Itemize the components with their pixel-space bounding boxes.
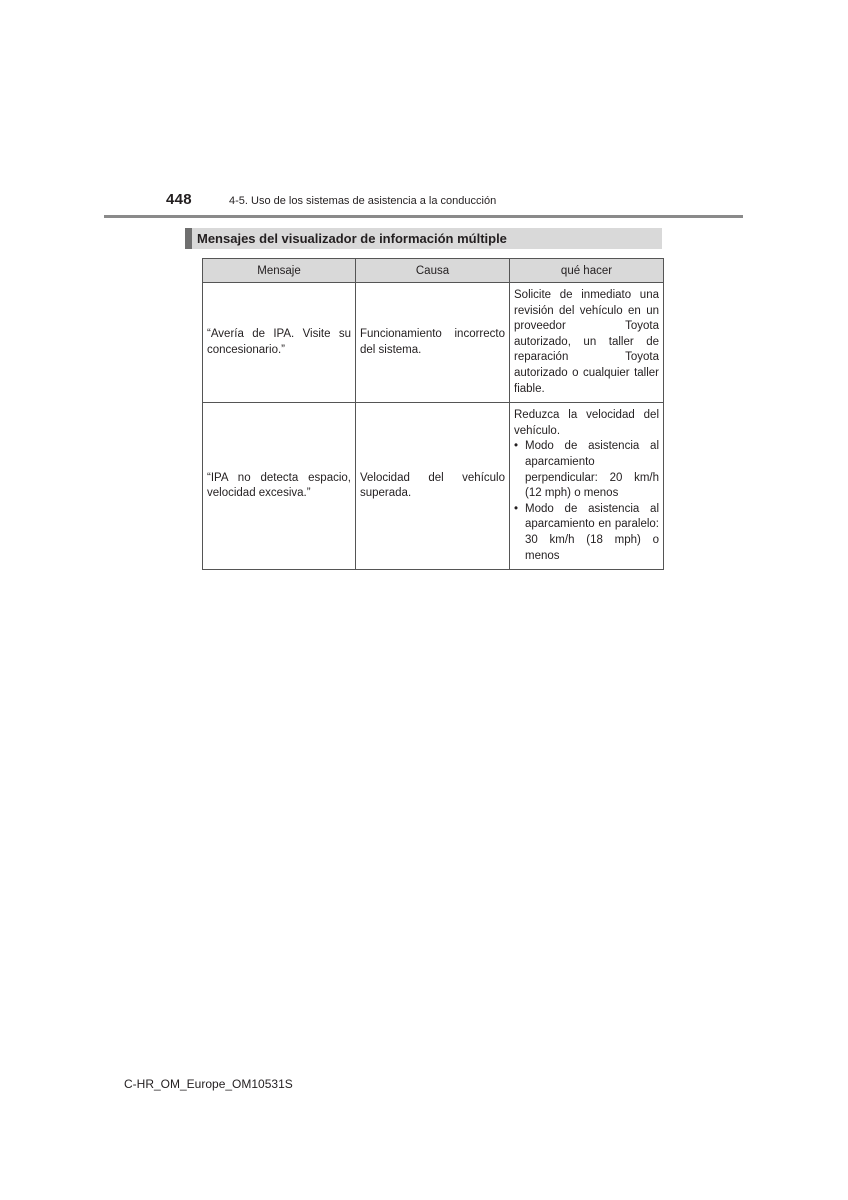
table-row — [203, 283, 664, 403]
subsection-accent-mark — [185, 228, 192, 249]
list-item — [514, 502, 659, 564]
page-number: 448 — [166, 191, 192, 208]
header-cause: Causa — [356, 259, 510, 283]
header-message: Mensaje — [203, 259, 356, 283]
row-message: “Avería de IPA. Visite su concesionario.” — [203, 283, 356, 403]
footer-document-code: C-HR_OM_Europe_OM10531S — [124, 1077, 293, 1091]
bullet-text: Modo de asistencia al aparcamiento en paralelo: 30 km/h (18 mph) o menos — [525, 502, 659, 562]
bullet-text: Modo de asistencia al aparcamiento perpendicular: 20 km/h (12 mph) o menos — [525, 440, 659, 500]
section-header: 4-5. Uso de los sistemas de asistencia a la conducción — [229, 195, 497, 207]
table-row — [203, 403, 664, 570]
row-action-cell — [510, 403, 664, 570]
subsection-title: Mensajes del visualizador de información múltiple — [197, 231, 507, 246]
subsection-title-bar — [185, 228, 662, 249]
row-action: Reduzca la velocidad del vehículo. — [514, 409, 659, 437]
row-cause: Funcionamiento incorrecto del sistema. — [356, 283, 510, 403]
row-cause: Velocidad del vehículo superada. — [356, 403, 510, 570]
bullet-dot: • — [514, 440, 519, 453]
header-rule — [104, 215, 743, 218]
bullet-dot: • — [514, 502, 519, 515]
header-action: qué hacer — [510, 259, 664, 283]
messages-table — [202, 258, 664, 570]
table-header-row — [203, 259, 664, 283]
row-message: “IPA no detecta espacio, velocidad excesiva.” — [203, 403, 356, 570]
row-action: Solicite de inmediato una revisión del vehículo en un proveedor Toyota autorizado, un taller de reparación Toyota autorizado o cualquier taller fiable. — [510, 283, 664, 403]
list-item — [514, 439, 659, 501]
action-bullet-list — [514, 439, 659, 564]
